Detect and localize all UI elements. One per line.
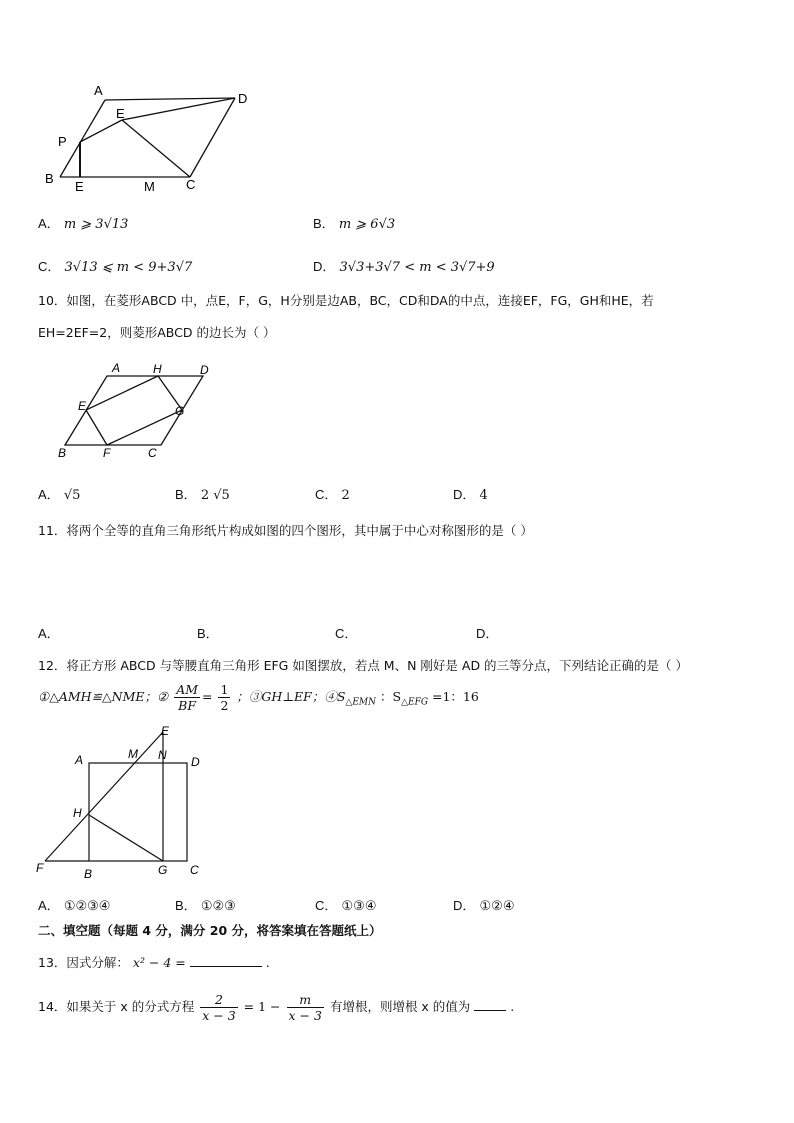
q12-fraction-half [218,682,230,713]
fig12-label-d: D [191,755,200,769]
q12-conclusion-4: =1：16 [432,689,479,704]
fig12-label-f: F [36,861,44,875]
q14-f2-num: m [287,992,324,1008]
fig12-label-c: C [190,863,199,877]
figure-q12-square-triangle [30,722,220,882]
fig9-label-e-top: E [116,106,125,121]
q13-end: . [265,955,270,970]
q14-f2-den: x − 3 [288,1008,322,1023]
q11-stem: 11．将两个全等的直角三角形纸片构成如图的四个图形，其中属于中心对称图形的是（ ） [38,523,533,538]
q13-prefix: 13．因式分解： [38,955,129,970]
q13 [38,953,270,971]
q12-option-d-label: D． [453,898,476,913]
fig9-label-b: B [45,171,54,186]
q9-option-b-text: m ⩾ 6√3 [338,217,396,232]
q14-answer-blank[interactable] [474,998,506,1011]
q14 [38,992,514,1023]
q10-option-b-text: 2 √5 [200,488,230,503]
fig12-label-b: B [84,867,93,881]
q10-option-b-label: B． [175,487,197,502]
q10-option-d[interactable] [453,484,488,503]
fig9-label-c: C [186,177,196,192]
q12-option-a[interactable] [38,895,110,914]
q9-option-b-label: B． [313,216,335,231]
q12-conclusion-2: ；③GH⊥EF；④S [236,689,346,704]
q14-f1-den: x − 3 [202,1008,236,1023]
fig9-label-d: D [238,91,248,106]
q9-option-c-text: 3√13 ⩽ m < 9+3√7 [64,260,193,275]
q11-option-a[interactable]: A． [38,626,60,641]
fig9-label-m: M [144,179,155,194]
figure-q9-parallelogram [40,80,260,195]
q9-option-a[interactable] [38,213,128,232]
q12-stem-line1: 12．将正方形 ABCD 与等腰直角三角形 EFG 如图摆放，若点 M、N 刚好是 AD 的三等分点，下列结论正确的是（ ） [38,658,689,673]
fig9-label-p: P [58,134,67,149]
q9-option-a-label: A． [38,216,60,231]
q12-option-d[interactable] [453,895,515,914]
q12-frac-num: AM [176,682,199,697]
q12-conclusion-3: ：S [380,689,402,704]
q12-option-a-text: ①②③④ [63,899,111,914]
q9-option-d-label: D． [313,259,336,274]
q10-option-b[interactable] [175,484,230,503]
fig12-label-a: A [75,753,84,767]
fig9-label-a: A [94,83,103,98]
q12-conclusions: ①△AMH≌△NME；② $\frac{AM}{BF}$ = $\frac{1}{2}$ ；③GH⊥EF；$④S_{\triangle EMN}$ ：$S_{\triangle EFG} =1$：16 [38,682,479,713]
q12-option-c[interactable] [315,895,377,914]
fig12-label-g: G [158,863,168,877]
fig10-label-b: B [58,446,67,460]
q10-option-c-label: C． [315,487,338,502]
q12-frac-den: BF [178,698,197,713]
q10-option-c[interactable] [315,484,350,503]
q12-option-b-label: B． [175,898,197,913]
q10-stem-line2: EH=2EF=2，则菱形ABCD 的边长为（ ） [38,325,276,340]
q11-option-c[interactable]: C． [335,626,358,641]
q9-option-a-text: m ⩾ 3√13 [63,217,129,232]
q12-half-num: 1 [220,682,229,697]
q14-suffix: 有增根，则增根 x 的值为 [329,999,471,1014]
q10-option-d-label: D． [453,487,476,502]
q10-stem-line1: 10．如图，在菱形ABCD 中，点E，F，G，H分别是边AB，BC，CD和DA的中点，连接EF，FG，GH和HE，若 [38,293,654,308]
q11-option-b[interactable]: B． [197,626,219,641]
q13-answer-blank[interactable] [190,954,262,967]
fig10-label-f: F [103,446,111,460]
fig9-label-e-bottom: E [75,179,84,194]
figure-q10-rhombus [50,360,230,460]
fig10-label-h: H [153,362,162,376]
fig10-label-d: D [200,363,209,377]
q12-option-b[interactable] [175,895,236,914]
fig10-label-g: G [175,404,185,418]
fig12-label-n: N [158,748,167,762]
q9-option-d-text: 3√3+3√7 < m < 3√7+9 [339,260,495,275]
q11-option-d[interactable]: D． [476,626,499,641]
q12-sub-efg: △EFG [401,697,429,708]
q10-option-a-label: A． [38,487,60,502]
q14-fraction-2 [287,992,324,1023]
q12-conclusion-1: ①△AMH≌△NME；② [38,689,169,704]
q14-end: . [510,999,515,1014]
q12-option-d-text: ①②④ [479,899,515,914]
q10-option-c-text: 2 [341,488,350,503]
q10-option-a-text: √5 [63,488,81,503]
fig12-label-h: H [73,806,82,820]
q9-option-d[interactable] [313,256,495,275]
q14-f1-num: 2 [200,992,237,1008]
q12-sub-emn: △EMN [345,697,377,708]
q13-expression: x² − 4 = [132,955,186,970]
q12-option-c-text: ①③④ [341,899,377,914]
section-2-title: 二、填空题（每题 4 分，满分 20 分，将答案填在答题纸上） [38,923,382,938]
q14-middle: = 1 − [243,999,281,1014]
q14-fraction-1 [200,992,237,1023]
q12-option-a-label: A． [38,898,60,913]
fig10-label-e: E [78,399,87,413]
fig12-label-m: M [128,747,138,761]
q9-option-b[interactable] [313,213,395,232]
q9-option-c[interactable] [38,256,192,275]
q10-option-a[interactable] [38,484,80,503]
q12-half-den: 2 [220,698,229,713]
q9-option-c-label: C． [38,259,61,274]
q14-prefix: 14．如果关于 x 的分式方程 [38,999,195,1014]
q12-fraction-am-bf [174,682,200,713]
fig10-label-c: C [148,446,157,460]
fig10-label-a: A [112,361,121,375]
fig12-label-e: E [161,724,170,738]
q12-option-c-label: C． [315,898,338,913]
q10-option-d-text: 4 [479,488,488,503]
q12-option-b-text: ①②③ [200,899,236,914]
